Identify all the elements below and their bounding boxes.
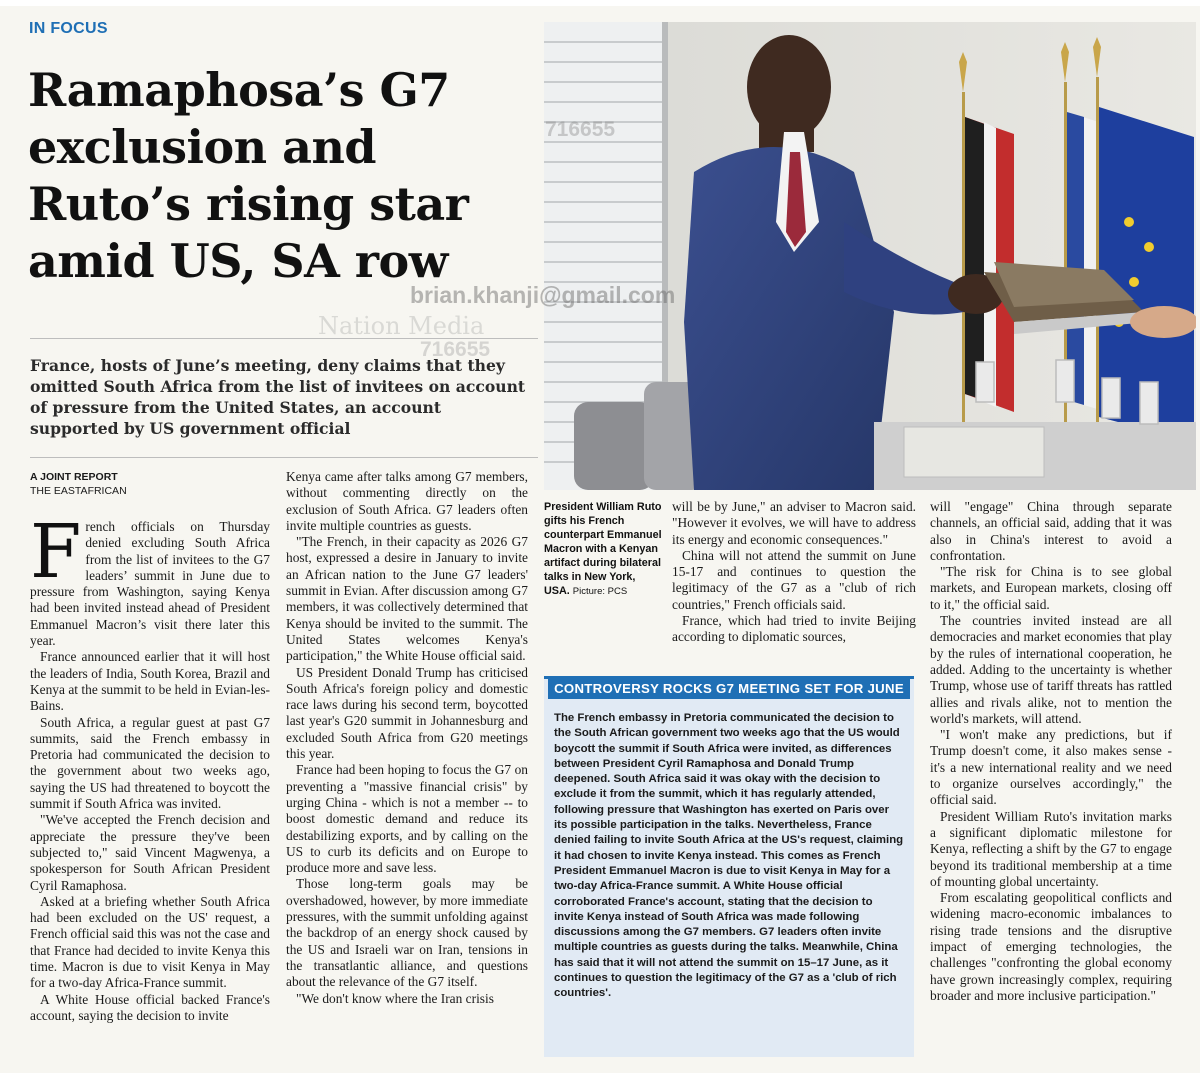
sidebar-box-title: CONTROVERSY ROCKS G7 MEETING SET FOR JUNE	[548, 679, 910, 699]
article-paragraph: France announced earlier that it will host the leaders of India, South Korea, Brazil and Kenya at the summit to be held in Evian-les-Bains.	[30, 649, 270, 714]
article-paragraph: From escalating geopolitical conflicts and widening macro-economic imbalances to rising trade tensions and the disruptive impact of emerging technologies, the challenges "confronting the global economy have grown increasingly complex, requiring broader and more inclusive participation."	[930, 890, 1172, 1003]
headline-divider	[30, 338, 538, 339]
article-paragraph: Kenya came after talks among G7 members, without commenting directly on the exclusion of South Africa. G7 leaders often invite multiple countries as guests.	[286, 469, 528, 533]
article-paragraph: France had been hoping to focus the G7 on preventing a "massive financial crisis" by urging China - which is not a member -- to boost domestic demand and reduce its destabilizing exports, and by calling on the US to curb its deficits and on Europe to produce more and save less.	[286, 762, 528, 876]
article-paragraph: will be by June," an adviser to Macron said. "However it evolves, we will have to address its energy and economic consequences."	[672, 499, 916, 547]
section-label: IN FOCUS	[29, 20, 108, 37]
byline	[30, 470, 127, 498]
drop-cap: F	[30, 509, 82, 595]
article-column-2	[286, 469, 528, 1007]
article-paragraph: "The risk for China is to see global markets, and European markets, closing off to it," the official said.	[930, 564, 1172, 612]
watermark-id-top: 716655	[545, 118, 616, 141]
article-paragraph: A White House official backed France's account, saying the decision to invite	[30, 991, 270, 1023]
article-paragraph: "I won't make any predictions, but if Trump doesn't come, it also makes sense - it's a new international reality and we need to organize ourselves accordingly," the official said.	[930, 727, 1172, 808]
sidebar-box	[544, 676, 914, 1057]
deck-divider	[30, 457, 538, 458]
article-paragraph: "We've accepted the French decision and appreciate the pressure they've been subjected to," said Vincent Magwenya, a spokesperson for South African President Cyril Ramaphosa.	[30, 812, 270, 893]
article-paragraph: China will not attend the summit on June 15-17 and continues to question the legitimacy of the G7 as a "club of rich countries," French officials said.	[672, 547, 916, 612]
watermark-org: Nation Media	[318, 312, 485, 340]
article-paragraph: "We don't know where the Iran crisis	[296, 990, 494, 1006]
photo-illustration	[544, 22, 1196, 490]
article-paragraph: President William Ruto's invitation marks a significant diplomatic milestone for Kenya, reflecting a shift by the G7 to engage beyond its traditional membership at a time of mounting global uncertainty.	[930, 808, 1172, 889]
headline: Ramaphosa’s G7 exclusion and Ruto’s rising star amid US, SA row	[28, 63, 469, 288]
watermark-id-bottom: 716655	[420, 338, 491, 361]
article-paragraph: France, which had tried to invite Beijing according to diplomatic sources,	[672, 613, 916, 645]
caption-text: President William Ruto gifts his French counterpart Emmanuel Macron with a Kenyan artifact during bilateral talks in New York, USA.	[544, 501, 662, 597]
article-paragraph: The countries invited instead are all democracies and market economies that play by the rules of international cooperation, he added. Adding to the uncertainty is whether Trump, whose use of tariff threats has rattled allies and rivals alike, not to mention the world's markets, will attend.	[930, 613, 1172, 726]
article-column-1	[30, 509, 270, 1024]
article-column-3	[672, 499, 916, 646]
article-paragraph: US President Donald Trump has criticised South Africa's foreign policy and domestic race laws during his second term, boycotted last year's G20 summit in Johannesburg and excluded South Africa from G20 meetings this year.	[286, 664, 528, 762]
watermark-email: brian.khanji@gmail.com	[410, 282, 676, 308]
article-paragraph: "The French, in their capacity as 2026 G7 host, expressed a desire in January to invite an African nation to the June G7 leaders' summit in Evian. After discussion among G7 members, it was collectively determined that Kenya should be invited to the summit. The United States welcomes Kenya's participation," the White House official said.	[286, 534, 528, 664]
article-paragraph: French officials on Thursday denied excluding South Africa from the list of invitees to the G7 leaders’ summit in June due to pressure from Washington, saying Kenya had been invited instead ahead of President Emmanuel Macron’s visit there later this year.	[30, 509, 270, 649]
article-column-4	[930, 499, 1172, 1004]
deck: France, hosts of June’s meeting, deny claims that they omitted South Africa from the list of invitees on account of pressure from the United States, an account supported by US government official	[30, 356, 526, 438]
article-paragraph: South Africa, a regular guest at past G7 summits, said the French embassy in Pretoria had communicated the decision to the government about two weeks ago, saying the US had threatened to boycott the summit if South Africa was invited.	[30, 714, 270, 812]
photo	[544, 22, 1196, 490]
top-rule	[0, 0, 1200, 6]
photo-caption	[544, 500, 662, 599]
article-paragraph: will "engage" China through separate channels, an official said, adding that it was also in China's interest to avoid a confrontation.	[930, 499, 1172, 563]
article-paragraph: Those long-term goals may be overshadowed, however, by more immediate pressures, with the summit unfolding against the backdrop of an energy shock caused by the US and Israeli war on Iran, tensions in the transatlantic alliance, and questions about the relevance of the G7 itself.	[286, 876, 528, 990]
byline-source: THE EASTAFRICAN	[30, 485, 127, 497]
byline-label: A JOINT REPORT	[30, 471, 118, 483]
photo-credit: Picture: PCS	[572, 586, 628, 597]
sidebar-box-text: The French embassy in Pretoria communicated the decision to the South African government two weeks ago that the US would boycott the summit if South Africa were invited, as differences between President Cyril Ramaphosa and Donald Trump deepened. South Africa said it was okay with the decision to exclude it from the summit, which it has regularly attended, following pressure that Washington has exerted on Paris over its possible participation in the talks. Nevertheless, France denied failing to invite South Africa at the US's request, claiming it had chosen to invite Kenya instead. This comes as French President Emmanuel Macron is due to visit Kenya in May for a two-day Africa-France summit. A White House official corroborated France's account, stating that the decision to invite Kenya instead of South Africa was made following discussions among the G7 members. G7 leaders often invite multiple countries as guests during the talks. Meanwhile, China has said that it will not attend the summit on 15–17 June, as it continues to question the legitimacy of the G7 as a 'club of rich countries'.	[554, 712, 904, 1000]
article-paragraph: Asked at a briefing whether South Africa had been excluded on the US' request, a French official said this was not the case and that France had decided to invite Kenya this time. Macron is due to visit Kenya in May for a two-day Africa-France summit.	[30, 893, 270, 991]
